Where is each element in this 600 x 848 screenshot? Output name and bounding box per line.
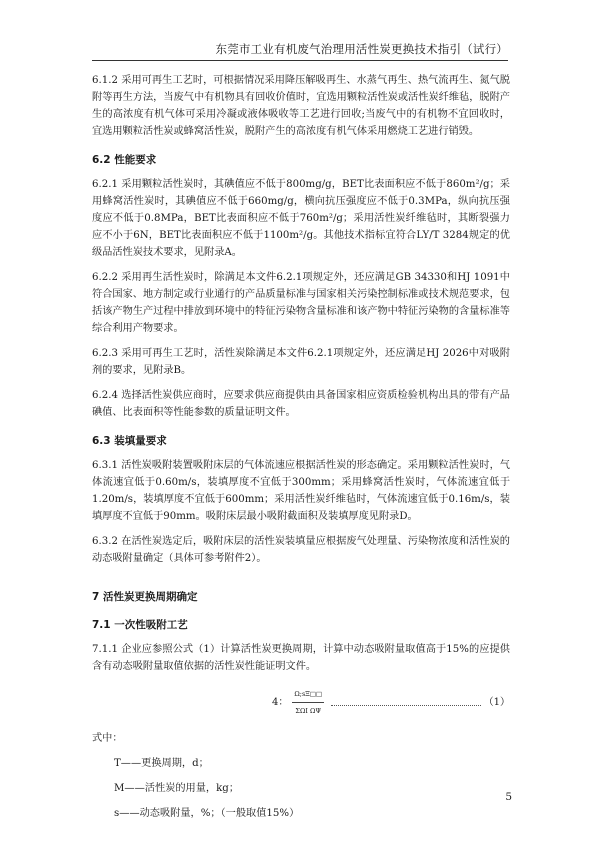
clause-6-3-1: 6.3.1 活性炭吸附装置吸附床层的气体流速应根据活性炭的形态确定。采用颗粒活性炭时，气体流速宜低于0.60m/s，装填厚度不宜低于300mm；采用蜂窝活性炭时，气体流速宜低于1.20m/s，装填厚度不宜低于600mm；采用活性炭纤维毡时，气体流速宜低于0.16m/s，装填厚度不宜低于90mm。吸附床层最小吸附截面积及装填厚度见附录D。 [92,460,510,522]
section-7-1-heading: 7.1 一次性吸附工艺 [92,619,188,631]
formula-numerator: Ω;sΞ□□ [292,687,324,703]
section-6-2-heading: 6.2 性能要求 [92,154,157,166]
formula-number: （1） [483,696,510,708]
formula-1 [272,687,510,718]
clause-6-2-4: 6.2.4 选择活性炭供应商时，应要求供应商提供由具备国家相应资质检验机构出具的带有产品碘值、比表面积等性能参数的质量证明文件。 [92,390,510,418]
formula-denominator: ΣΩΙ ΩΨ [295,707,322,715]
where-label: 式中： [92,733,123,744]
definition-T: T——更换周期，d； [114,758,209,769]
definition-M: M——活性炭的用量，kg； [114,783,239,794]
section-6-3-heading: 6.3 装填量要求 [92,435,167,447]
running-header: 东莞市工业有机废气治理用活性炭更换技术指引（试行） [215,42,508,56]
formula-fraction [292,687,324,718]
header-rule [92,60,508,61]
dot-leader [331,704,480,706]
clause-6-2-3: 6.2.3 采用可再生工艺时，活性炭除满足本文件6.2.1项规定外，还应满足HJ 2026中对吸附剂的要求，见附录B。 [92,348,510,376]
clause-6-2-2: 6.2.2 采用再生活性炭时，除满足本文件6.2.1项规定外，还应满足GB 34330和HJ 1091中符合国家、地方制定或行业通行的产品质量标准与国家相关污染控制标准或技术规范要求，包括该产物生产过程中排放到环境中的特征污染物含量标准和该产物中特征污染物的含量标准等综合利用产物要求。 [92,272,510,334]
clause-6-3-2: 6.3.2 在活性炭选定后，吸附床层的活性炭装填量应根据废气处理量、污染物浓度和活性炭的动态吸附量确定（具体可参考附件2）。 [92,536,510,564]
page-number: 5 [505,791,512,803]
section-7-heading: 7 活性炭更换周期确定 [92,591,198,603]
clause-6-2-1: 6.2.1 采用颗粒活性炭时，其碘值应不低于800mg/g，BET比表面积应不低于860m²/g；采用蜂窝活性炭时，其碘值应不低于660mg/g，横向抗压强度应不低于0.3MPa，纵向抗压强度应不低于0.8MPa，BET比表面积应不低于760m²/g；采用活性炭纤维毡时，其断裂强力应不小于6N，BET比表面积应不低于1100m²/g。其他技术指标宜符合LY/T 3284规定的优级品活性炭技术要求，见附录A。 [92,179,510,258]
definition-s: s——动态吸附量，%；（一般取值15%） [114,808,300,819]
formula-lhs: 4： [272,696,289,708]
clause-7-1-1: 7.1.1 企业应参照公式（1）计算活性炭更换周期，计算中动态吸附量取值高于15%的应提供含有动态吸附量取值依据的活性炭性能证明文件。 [92,644,510,672]
clause-6-1-2: 6.1.2 采用可再生工艺时，可根据情况采用降压解吸再生、水蒸气再生、热气流再生、氮气脱附等再生方法，当废气中有机物具有回收价值时，宜选用颗粒活性炭或活性炭纤维毡，脱附产生的高浓度有机气体可采用冷凝或液体吸收等工艺进行回收;当废气中的有机物不宜回收时，宜选用颗粒活性炭或蜂窝活性炭，脱附产生的高浓度有机气体采用燃烧工艺进行销毁。 [92,75,510,137]
document-body [92,72,510,822]
